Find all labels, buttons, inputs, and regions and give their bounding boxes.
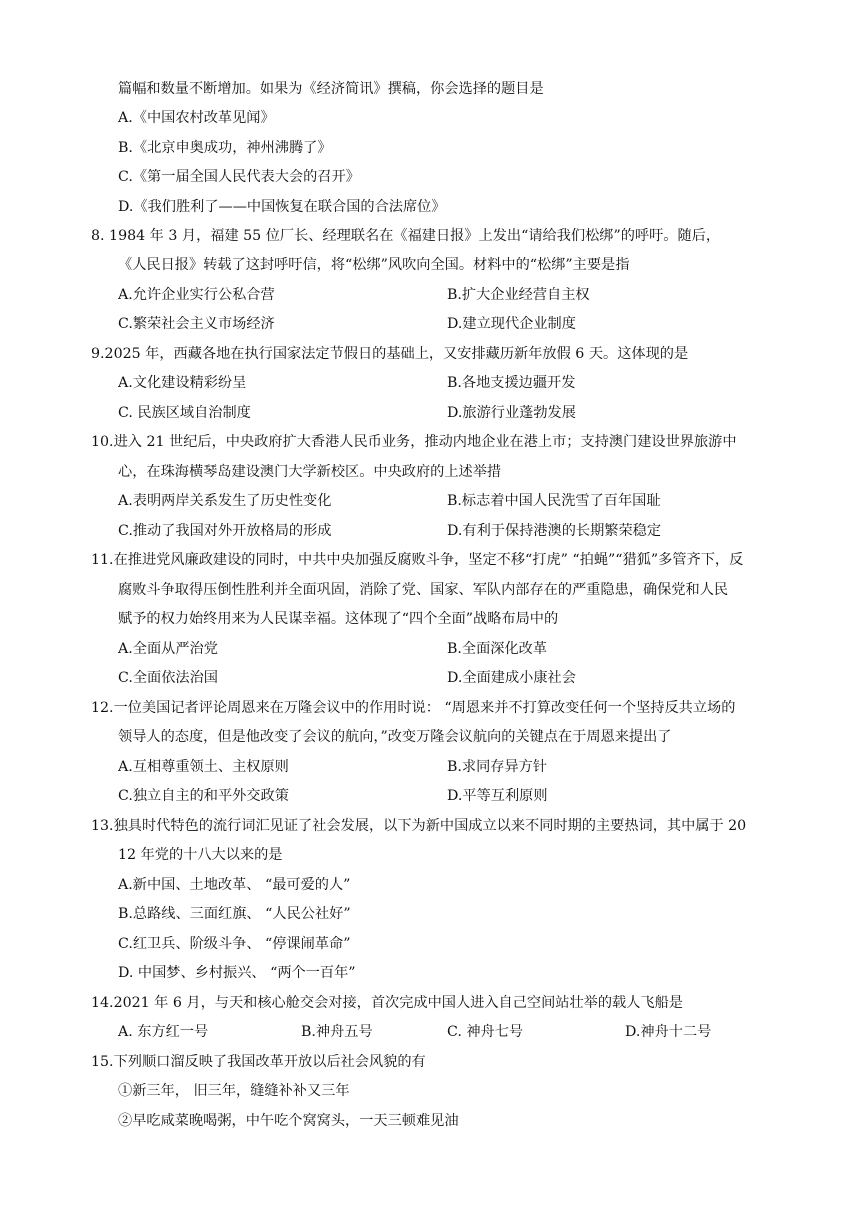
q10-stem-line2: 心，在珠海横琴岛建设澳门大学新校区。中央政府的上述举措 xyxy=(118,464,502,480)
q14-option-c: C. 神舟七号 xyxy=(447,1024,524,1040)
q11-stem-line2: 腐败斗争取得压倒性胜利并全面巩固，消除了党、国家、军队内部存在的严重隐患，确保党和人民 xyxy=(118,582,729,598)
q13-stem-line2: 12 年党的十八大以来的是 xyxy=(118,847,283,863)
q13-stem-line1: 13.独具时代特色的流行词汇见证了社会发展，以下为新中国成立以来不同时期的主要热词，其中属于 20 xyxy=(91,818,747,834)
q10-option-c: C.推动了我国对外开放格局的形成 xyxy=(118,523,332,539)
q14-option-b: B.神舟五号 xyxy=(301,1024,373,1040)
q12-option-c: C.独立自主的和平外交政策 xyxy=(118,788,289,804)
q11-option-c: C.全面依法治国 xyxy=(118,670,218,686)
q11-option-b: B.全面深化改革 xyxy=(447,641,548,657)
q11-option-a: A.全面从严治党 xyxy=(118,641,218,657)
q7-option-b: B.《北京申奥成功，神州沸腾了》 xyxy=(118,140,332,156)
q7-stem-continued: 篇幅和数量不断增加。如果为《经济简讯》撰稿，你会选择的题目是 xyxy=(118,81,544,97)
q14-option-d: D.神舟十二号 xyxy=(625,1024,712,1040)
q13-option-a: A.新中国、土地改革、 “最可爱的人” xyxy=(118,877,351,893)
q8-option-b: B.扩大企业经营自主权 xyxy=(447,287,590,303)
q9-option-a: A.文化建设精彩纷呈 xyxy=(118,375,247,391)
q9-option-b: B.各地支援边疆开发 xyxy=(447,375,576,391)
q11-option-d: D.全面建成小康社会 xyxy=(447,670,576,686)
q14-stem-line1: 14.2021 年 6 月，与天和核心舱交会对接，首次完成中国人进入自己空间站壮举的载人飞船是 xyxy=(91,995,683,1011)
q14-option-a: A. 东方红一号 xyxy=(118,1024,209,1040)
q15-item-1: ①新三年， 旧三年，缝缝补补又三年 xyxy=(118,1083,350,1099)
q7-option-d: D.《我们胜利了——中国恢复在联合国的合法席位》 xyxy=(118,199,446,215)
q11-stem-line1: 11.在推进党风廉政建设的同时，中共中央加强反腐败斗争，坚定不移“打虎” “拍蝇”“猎狐”多管齐下，反 xyxy=(91,552,744,568)
q11-stem-line3: 赋予的权力始终用来为人民谋幸福。这体现了“四个全面”战略布局中的 xyxy=(118,611,559,627)
q10-option-a: A.表明两岸关系发生了历史性变化 xyxy=(118,493,332,509)
q13-option-d: D. 中国梦、乡村振兴、 “两个一百年” xyxy=(118,965,356,981)
q7-option-a: A.《中国农村改革见闻》 xyxy=(118,110,275,126)
q12-option-b: B.求同存异方针 xyxy=(447,759,548,775)
q15-item-2: ②早吃咸菜晚喝粥，中午吃个窝窝头，一天三顿难见油 xyxy=(118,1113,459,1129)
q9-stem-line1: 9.2025 年，西藏各地在执行国家法定节假日的基础上，又安排藏历新年放假 6 天。这体现的是 xyxy=(91,346,689,362)
q8-stem-line2: 《人民日报》转载了这封呼吁信，将“松绑”风吹向全国。材料中的“松绑”主要是指 xyxy=(118,257,630,273)
q10-option-d: D.有利于保持港澳的长期繁荣稳定 xyxy=(447,523,662,539)
q8-option-a: A.允许企业实行公私合营 xyxy=(118,287,275,303)
q10-option-b: B.标志着中国人民洗雪了百年国耻 xyxy=(447,493,661,509)
q9-option-c: C. 民族区域自治制度 xyxy=(118,405,251,421)
q12-stem-line2: 领导人的态度，但是他改变了会议的航向，”改变万隆会议航向的关键点在于周恩来提出了 xyxy=(118,729,672,745)
q8-option-d: D.建立现代企业制度 xyxy=(447,316,576,332)
q13-option-b: B.总路线、三面红旗、 “人民公社好” xyxy=(118,906,351,922)
q8-option-c: C.繁荣社会主义市场经济 xyxy=(118,316,275,332)
q12-stem-line1: 12.一位美国记者评论周恩来在万隆会议中的作用时说： “周恩来并不打算改变任何一个坚持反共立场的 xyxy=(91,700,736,716)
q13-option-c: C.红卫兵、阶级斗争、 “停课闹革命” xyxy=(118,936,351,952)
q7-option-c: C.《第一届全国人民代表大会的召开》 xyxy=(118,169,360,185)
q12-option-d: D.平等互利原则 xyxy=(447,788,548,804)
q8-stem-line1: 8. 1984 年 3 月，福建 55 位厂长、经理联名在《福建日报》上发出“请给我们松绑”的呼吁。随后， xyxy=(91,228,721,244)
q12-option-a: A.互相尊重领土、主权原则 xyxy=(118,759,289,775)
q10-stem-line1: 10.进入 21 世纪后，中央政府扩大香港人民币业务，推动内地企业在港上市；支持澳门建设世界旅游中 xyxy=(91,434,737,450)
q15-stem-line1: 15.下列顺口溜反映了我国改革开放以后社会风貌的有 xyxy=(91,1054,426,1070)
q9-option-d: D.旅游行业蓬勃发展 xyxy=(447,405,576,421)
